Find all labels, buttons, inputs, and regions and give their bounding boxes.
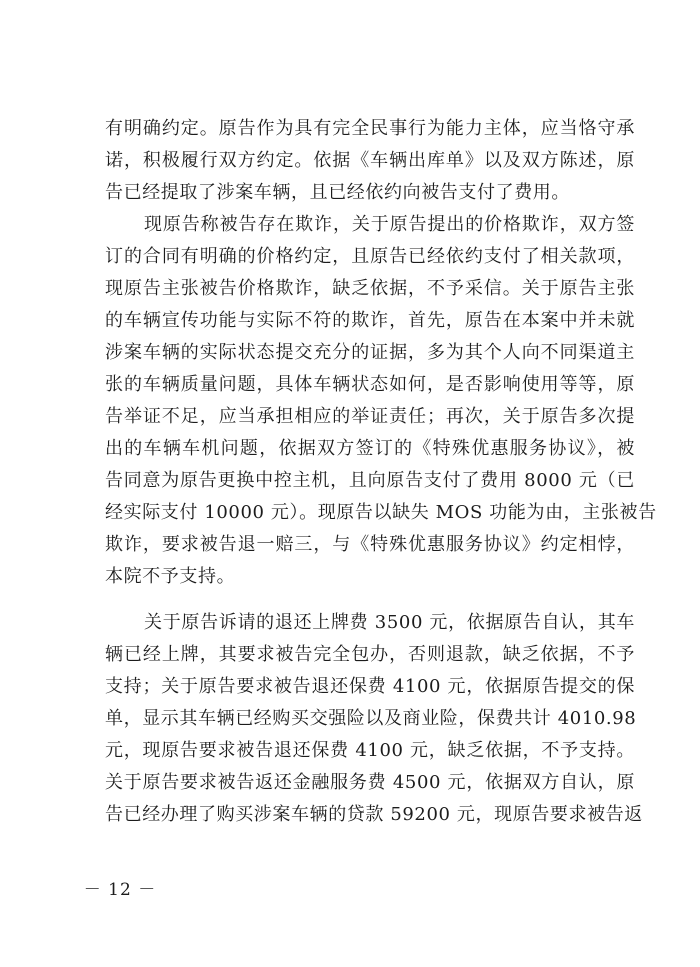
text-line: 本院不予支持。 bbox=[105, 566, 236, 587]
text-line: 订的合同有明确的价格约定，且原告已经依约支付了相关款项， bbox=[105, 246, 635, 267]
text-line: 出的车辆车机问题，依据双方签订的《特殊优惠服务协议》，被 bbox=[105, 438, 635, 459]
text-line: 欺诈，要求被告退一赔三，与《特殊优惠服务协议》约定相悖， bbox=[105, 534, 635, 555]
text-line: 告同意为原告更换中控主机，且向原告支付了费用 8000 元（已 bbox=[105, 470, 635, 491]
text-line: 关于原告要求被告返还金融服务费 4500 元，依据双方自认，原 bbox=[105, 772, 635, 793]
text-line: 单，显示其车辆已经购买交强险以及商业险，保费共计 4010.98 bbox=[105, 708, 637, 729]
text-line: 告举证不足，应当承担相应的举证责任；再次，关于原告多次提 bbox=[105, 406, 635, 427]
text-line: 的车辆宣传功能与实际不符的欺诈，首先，原告在本案中并未就 bbox=[105, 310, 635, 331]
text-line: 诺，积极履行双方约定。依据《车辆出库单》以及双方陈述，原 bbox=[105, 150, 635, 171]
text-line: 辆已经上牌，其要求被告完全包办，否则退款，缺乏依据，不予 bbox=[105, 644, 635, 665]
text-line: 涉案车辆的实际状态提交充分的证据，多为其个人向不同渠道主 bbox=[105, 342, 635, 363]
text-line: 关于原告诉请的退还上牌费 3500 元，依据原告自认，其车 bbox=[144, 612, 635, 633]
text-line: 告已经提取了涉案车辆，且已经依约向被告支付了费用。 bbox=[105, 182, 570, 203]
text-line: 元，现原告要求被告退还保费 4100 元，缺乏依据，不予支持。 bbox=[105, 740, 635, 761]
text-line: 支持；关于原告要求被告退还保费 4100 元，依据原告提交的保 bbox=[105, 676, 635, 697]
text-line: 张的车辆质量问题，具体车辆状态如何，是否影响使用等等，原 bbox=[105, 374, 635, 395]
text-line: 有明确约定。原告作为具有完全民事行为能力主体，应当恪守承 bbox=[105, 118, 635, 139]
text-line: 现原告主张被告价格欺诈，缺乏依据，不予采信。关于原告主张 bbox=[105, 278, 635, 299]
text-line: 经实际支付 10000 元）。现原告以缺失 MOS 功能为由，主张被告 bbox=[105, 502, 657, 523]
text-line: 现原告称被告存在欺诈，关于原告提出的价格欺诈，双方签 bbox=[144, 214, 635, 235]
text-line: 告已经办理了购买涉案车辆的贷款 59200 元，现原告要求被告返 bbox=[105, 804, 643, 825]
page-number: － 12 － bbox=[83, 880, 157, 900]
